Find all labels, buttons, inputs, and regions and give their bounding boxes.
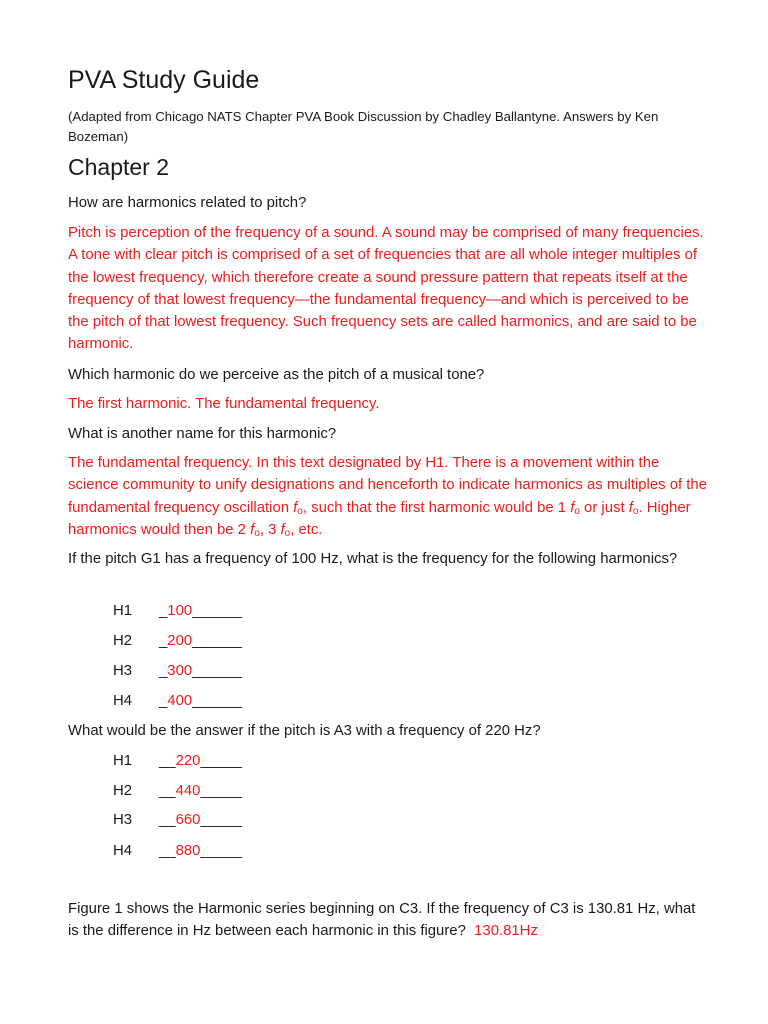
table2-row: H2 __440_____ — [113, 783, 242, 799]
table2-row: H1 __220_____ — [113, 753, 242, 769]
page-title: PVA Study Guide — [68, 66, 260, 94]
answer-1: Pitch is perception of the frequency of a sound. A sound may be comprised of many frequencies. A tone with clear pitch is comprised of a set of frequencies that are all whole integer multiples of the lowest frequency, which therefore create a sound pressure pattern that repeats itself at the frequency of that lowest frequency—the fundamental frequency—and which is perceived to be the pitch of that lowest frequency. Such frequency sets are called harmonics, and are said to be harmonic. — [68, 225, 704, 353]
question-3: What is another name for this harmonic? — [68, 426, 337, 442]
table1-row: H4 _400______ — [113, 693, 242, 709]
question-6: Figure 1 shows the Harmonic series beginning on C3. If the frequency of C3 is 130.81 Hz, what is the difference in Hz between each harmonic in this figure? 130.81Hz — [68, 901, 696, 940]
table1-row: H2 _200______ — [113, 633, 242, 649]
answer-6: 130.81Hz — [474, 923, 538, 940]
subtitle: (Adapted from Chicago NATS Chapter PVA Book Discussion by Chadley Ballantyne. Answers by Ken Bozeman) — [68, 109, 659, 144]
question-4: If the pitch G1 has a frequency of 100 Hz, what is the frequency for the following harmonics? — [68, 551, 678, 567]
answer-2: The first harmonic. The fundamental frequency. — [68, 396, 380, 412]
table1-row: H1 _100______ — [113, 603, 242, 619]
answer-3: The fundamental frequency. In this text designated by H1. There is a movement within the science community to unify designations and henceforth to indicate harmonics as multiples of the fundamental frequency oscillation $f_o$, such that the first harmonic would be 1 $f_o$ or just $f_o$. Higher harmonics would then be 2 $f_o$, 3 $f_o$, etc. — [68, 455, 707, 539]
table1-row: H3 _300______ — [113, 663, 242, 679]
question-5: What would be the answer if the pitch is A3 with a frequency of 220 Hz? — [68, 723, 541, 739]
question-1: How are harmonics related to pitch? — [68, 195, 307, 211]
chapter-heading: Chapter 2 — [68, 154, 170, 180]
table2-row: H4 __880_____ — [113, 843, 242, 859]
question-2: Which harmonic do we perceive as the pitch of a musical tone? — [68, 367, 485, 383]
table2-row: H3 __660_____ — [113, 812, 242, 828]
